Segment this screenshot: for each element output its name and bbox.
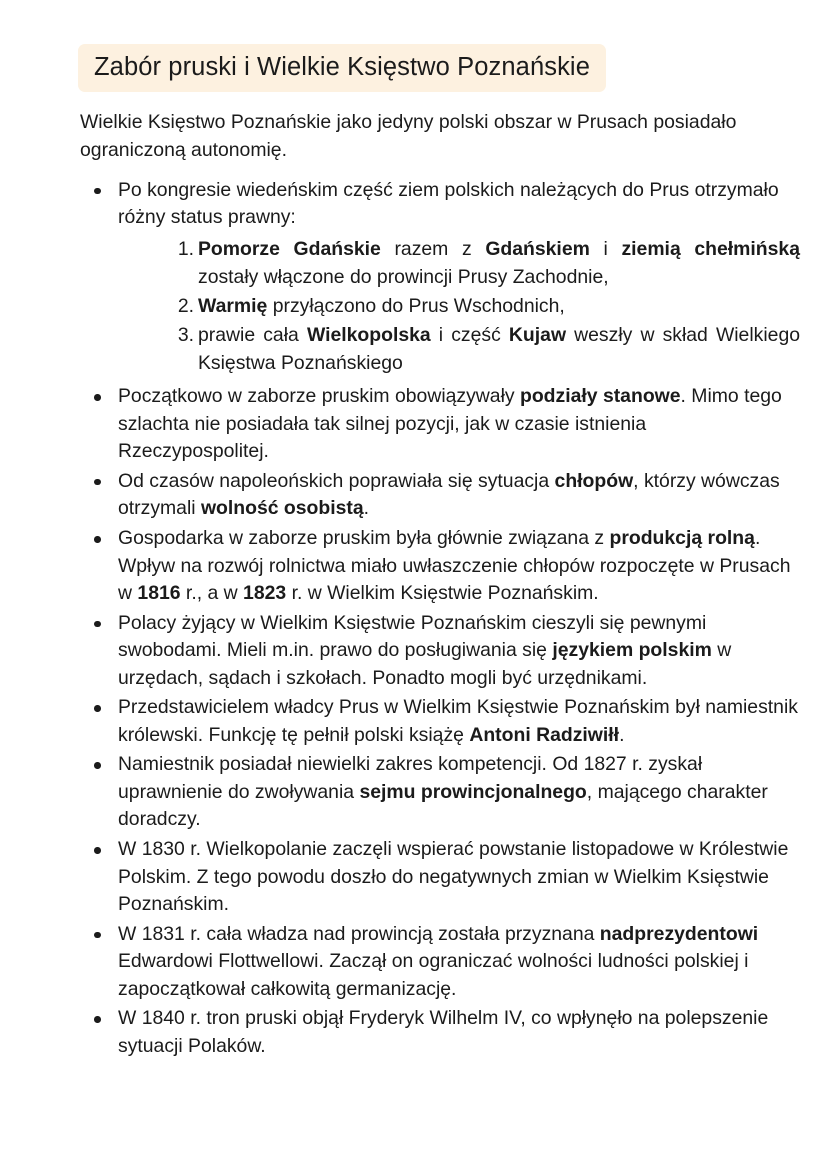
body-text: i — [589, 237, 622, 260]
body-text: W 1840 r. tron pruski objął Fryderyk Wilhelm IV, co wpłynęło na polepszenie sytuacji Polaków. — [118, 1007, 769, 1057]
list-item — [84, 751, 800, 834]
list-item — [84, 525, 800, 608]
body-text: . Wpływ na rozwój rolnictwa miało uwłaszczenie chłopów rozpoczęte w Prusach w — [118, 527, 791, 605]
emphasis-text: wolność osobistą — [200, 497, 364, 520]
list-item — [84, 1005, 800, 1060]
main-bullet-list — [28, 177, 800, 1061]
page-title-highlight — [78, 44, 606, 92]
emphasis-text: 1816 — [137, 582, 181, 605]
emphasis-text: Gdańskiem — [485, 237, 590, 260]
body-text: weszły w skład Wielkiego Księstwa Poznańskiego — [198, 324, 801, 375]
body-text: Od czasów napoleońskich poprawiała się sytuacja — [118, 469, 555, 492]
body-text: razem z — [380, 237, 486, 260]
body-text: Edwardowi Flottwellowi. Zaczął on ograniczać wolności ludności polskiej i zapoczątkował całkowitą germanizację. — [118, 950, 749, 1000]
body-text: Polacy żyjący w Wielkim Księstwie Poznańskim cieszyli się pewnymi swobodami. Mieli m.in. prawo do posługiwania się — [118, 611, 707, 662]
emphasis-text: Warmię — [198, 294, 268, 317]
emphasis-text: Antoni Radziwiłł — [469, 723, 620, 746]
body-text: , mającego charakter doradczy. — [118, 780, 768, 831]
body-text: . — [619, 723, 625, 746]
body-text: w urzędach, sądach i szkołach. Ponadto mogli być urzędnikami. — [118, 639, 732, 689]
emphasis-text: językiem polskim — [552, 639, 712, 662]
numbered-list-item — [172, 235, 800, 291]
emphasis-text: podziały stanowe — [519, 385, 681, 408]
emphasis-text: ziemią chełmińską — [621, 237, 800, 260]
body-text: . — [363, 497, 370, 520]
body-text: r., a w — [180, 582, 244, 605]
intro-paragraph: Wielkie Księstwo Poznańskie jako jedyny polski obszar w Prusach posiadało ograniczoną autonomię. — [80, 111, 737, 162]
list-item — [84, 610, 800, 693]
body-text: przyłączono do Prus Wschodnich, — [267, 294, 565, 317]
emphasis-text: chłopów — [554, 469, 634, 492]
body-text: Po kongresie wiedeńskim część ziem polskich należących do Prus otrzymało różny status prawny: — [118, 178, 779, 229]
body-text: Początkowo w zaborze pruskim obowiązywały — [118, 385, 520, 408]
body-text: . Mimo tego szlachta nie posiadała tak silnej pozycji, jak w czasie istnienia Rzeczypospolitej. — [118, 385, 782, 463]
body-text: Gospodarka w zaborze pruskim była głównie związana z — [118, 527, 610, 550]
body-text: prawie cała — [198, 324, 307, 347]
list-item — [84, 177, 800, 378]
body-text: W 1831 r. cała władza nad prowincją została przyznana — [118, 922, 600, 945]
emphasis-text: produkcją rolną — [609, 527, 755, 550]
body-text: i część — [430, 324, 509, 347]
emphasis-text: nadprezydentowi — [599, 922, 759, 945]
list-item — [84, 836, 800, 919]
emphasis-text: Pomorze Gdańskie — [198, 237, 381, 260]
list-item — [84, 694, 800, 749]
body-text: zostały włączone do prowincji Prusy Zachodnie, — [198, 265, 609, 288]
list-item — [84, 383, 800, 466]
emphasis-text: Kujaw — [508, 324, 567, 347]
numbered-list-item — [172, 321, 800, 377]
page-title: Zabór pruski i Wielkie Księstwo Poznańskie — [94, 53, 590, 81]
body-text: , którzy wówczas otrzymali — [118, 469, 780, 520]
emphasis-text: 1823 — [243, 582, 287, 605]
list-item — [84, 468, 800, 523]
body-text: Przedstawicielem władcy Prus w Wielkim Księstwie Poznańskim był namiestnik królewski. Funkcję tę pełnił polski książę — [118, 696, 798, 746]
body-text: r. w Wielkim Księstwie Poznańskim. — [286, 582, 599, 605]
emphasis-text: sejmu prowincjonalnego — [359, 780, 587, 803]
list-item — [84, 921, 800, 1004]
numbered-list-item — [172, 292, 800, 320]
numbered-sublist — [118, 235, 800, 378]
emphasis-text: Wielkopolska — [306, 324, 431, 347]
body-text: W 1830 r. Wielkopolanie zaczęli wspierać powstanie listopadowe w Królestwie Polskim. Z tego powodu doszło do negatywnych zmian w Wielkim Księstwie Poznańskim. — [118, 838, 789, 916]
body-text: Namiestnik posiadał niewielki zakres kompetencji. Od 1827 r. zyskał uprawnienie do zwoływania — [118, 753, 703, 803]
